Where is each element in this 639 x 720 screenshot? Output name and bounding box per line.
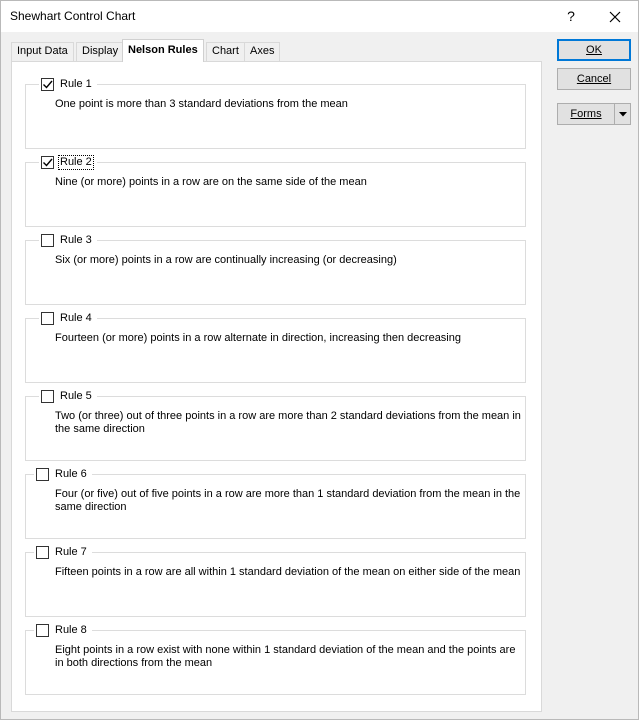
rule-5-label[interactable]: Rule 5 [60, 389, 92, 402]
rule-group-6 [25, 467, 526, 539]
rule-7-label[interactable]: Rule 7 [55, 545, 87, 558]
cancel-button-label: Cancel [576, 73, 612, 85]
rule-3-label[interactable]: Rule 3 [60, 233, 92, 246]
nelson-rules-panel [11, 61, 542, 712]
ok-button-label: OK [586, 44, 602, 56]
tab-display[interactable]: Display [76, 42, 124, 61]
checkmark-icon [42, 157, 53, 168]
rule-4-checkbox[interactable] [41, 312, 54, 325]
forms-button[interactable] [557, 103, 631, 125]
rule-1-checkbox[interactable] [41, 78, 54, 91]
rule-5-checkbox[interactable] [41, 390, 54, 403]
cancel-button[interactable] [557, 68, 631, 90]
tab-axes[interactable]: Axes [244, 42, 280, 61]
rule-group-5 [25, 389, 526, 461]
rule-group-2 [25, 155, 526, 227]
window-title: Shewhart Control Chart [10, 9, 136, 23]
tab-nelson-rules[interactable]: Nelson Rules [122, 39, 204, 62]
rule-3-checkbox[interactable] [41, 234, 54, 247]
rule-8-checkbox[interactable] [36, 624, 49, 637]
rule-4-description: Fourteen (or more) points in a row alternate in direction, increasing then decreasing [55, 332, 461, 344]
rule-2-description: Nine (or more) points in a row are on the same side of the mean [55, 176, 367, 188]
rule-4-label[interactable]: Rule 4 [60, 311, 92, 324]
rule-group-4 [25, 311, 526, 383]
rule-2-label[interactable]: Rule 2 [60, 155, 92, 168]
rule-2-checkbox[interactable] [41, 156, 54, 169]
ok-button[interactable] [557, 39, 631, 61]
rule-group-7 [25, 545, 526, 617]
rule-7-description: Fifteen points in a row are all within 1 standard deviation of the mean on either side of the mean [55, 566, 521, 578]
rule-group-3 [25, 233, 526, 305]
rule-8-description: Eight points in a row exist with none within 1 standard deviation of the mean and the points are in both directions from the mean [55, 644, 516, 669]
rule-6-checkbox[interactable] [36, 468, 49, 481]
tab-chart[interactable]: Chart [206, 42, 245, 61]
rule-3-description: Six (or more) points in a row are continually increasing (or decreasing) [55, 254, 397, 266]
rule-group-1 [25, 77, 526, 149]
help-button[interactable]: ? [567, 8, 575, 24]
rule-1-label[interactable]: Rule 1 [60, 77, 92, 90]
rule-6-description: Four (or five) out of five points in a row are more than 1 standard deviation from the mean in the same direction [55, 488, 521, 513]
chevron-down-icon [619, 112, 627, 117]
checkmark-icon [42, 79, 53, 90]
rule-6-label[interactable]: Rule 6 [55, 467, 87, 480]
rule-group-8 [25, 623, 526, 695]
forms-dropdown-toggle[interactable] [615, 104, 630, 124]
rule-5-description: Two (or three) out of three points in a row are more than 2 standard deviations from the mean in the same direction [55, 410, 521, 435]
close-icon [609, 11, 621, 23]
rule-8-label[interactable]: Rule 8 [55, 623, 87, 636]
rule-7-checkbox[interactable] [36, 546, 49, 559]
rule-1-description: One point is more than 3 standard deviations from the mean [55, 98, 348, 110]
tab-input-data[interactable]: Input Data [11, 42, 74, 61]
close-button[interactable] [595, 1, 635, 32]
forms-button-label[interactable]: Forms [558, 104, 615, 124]
title-bar [1, 1, 638, 32]
